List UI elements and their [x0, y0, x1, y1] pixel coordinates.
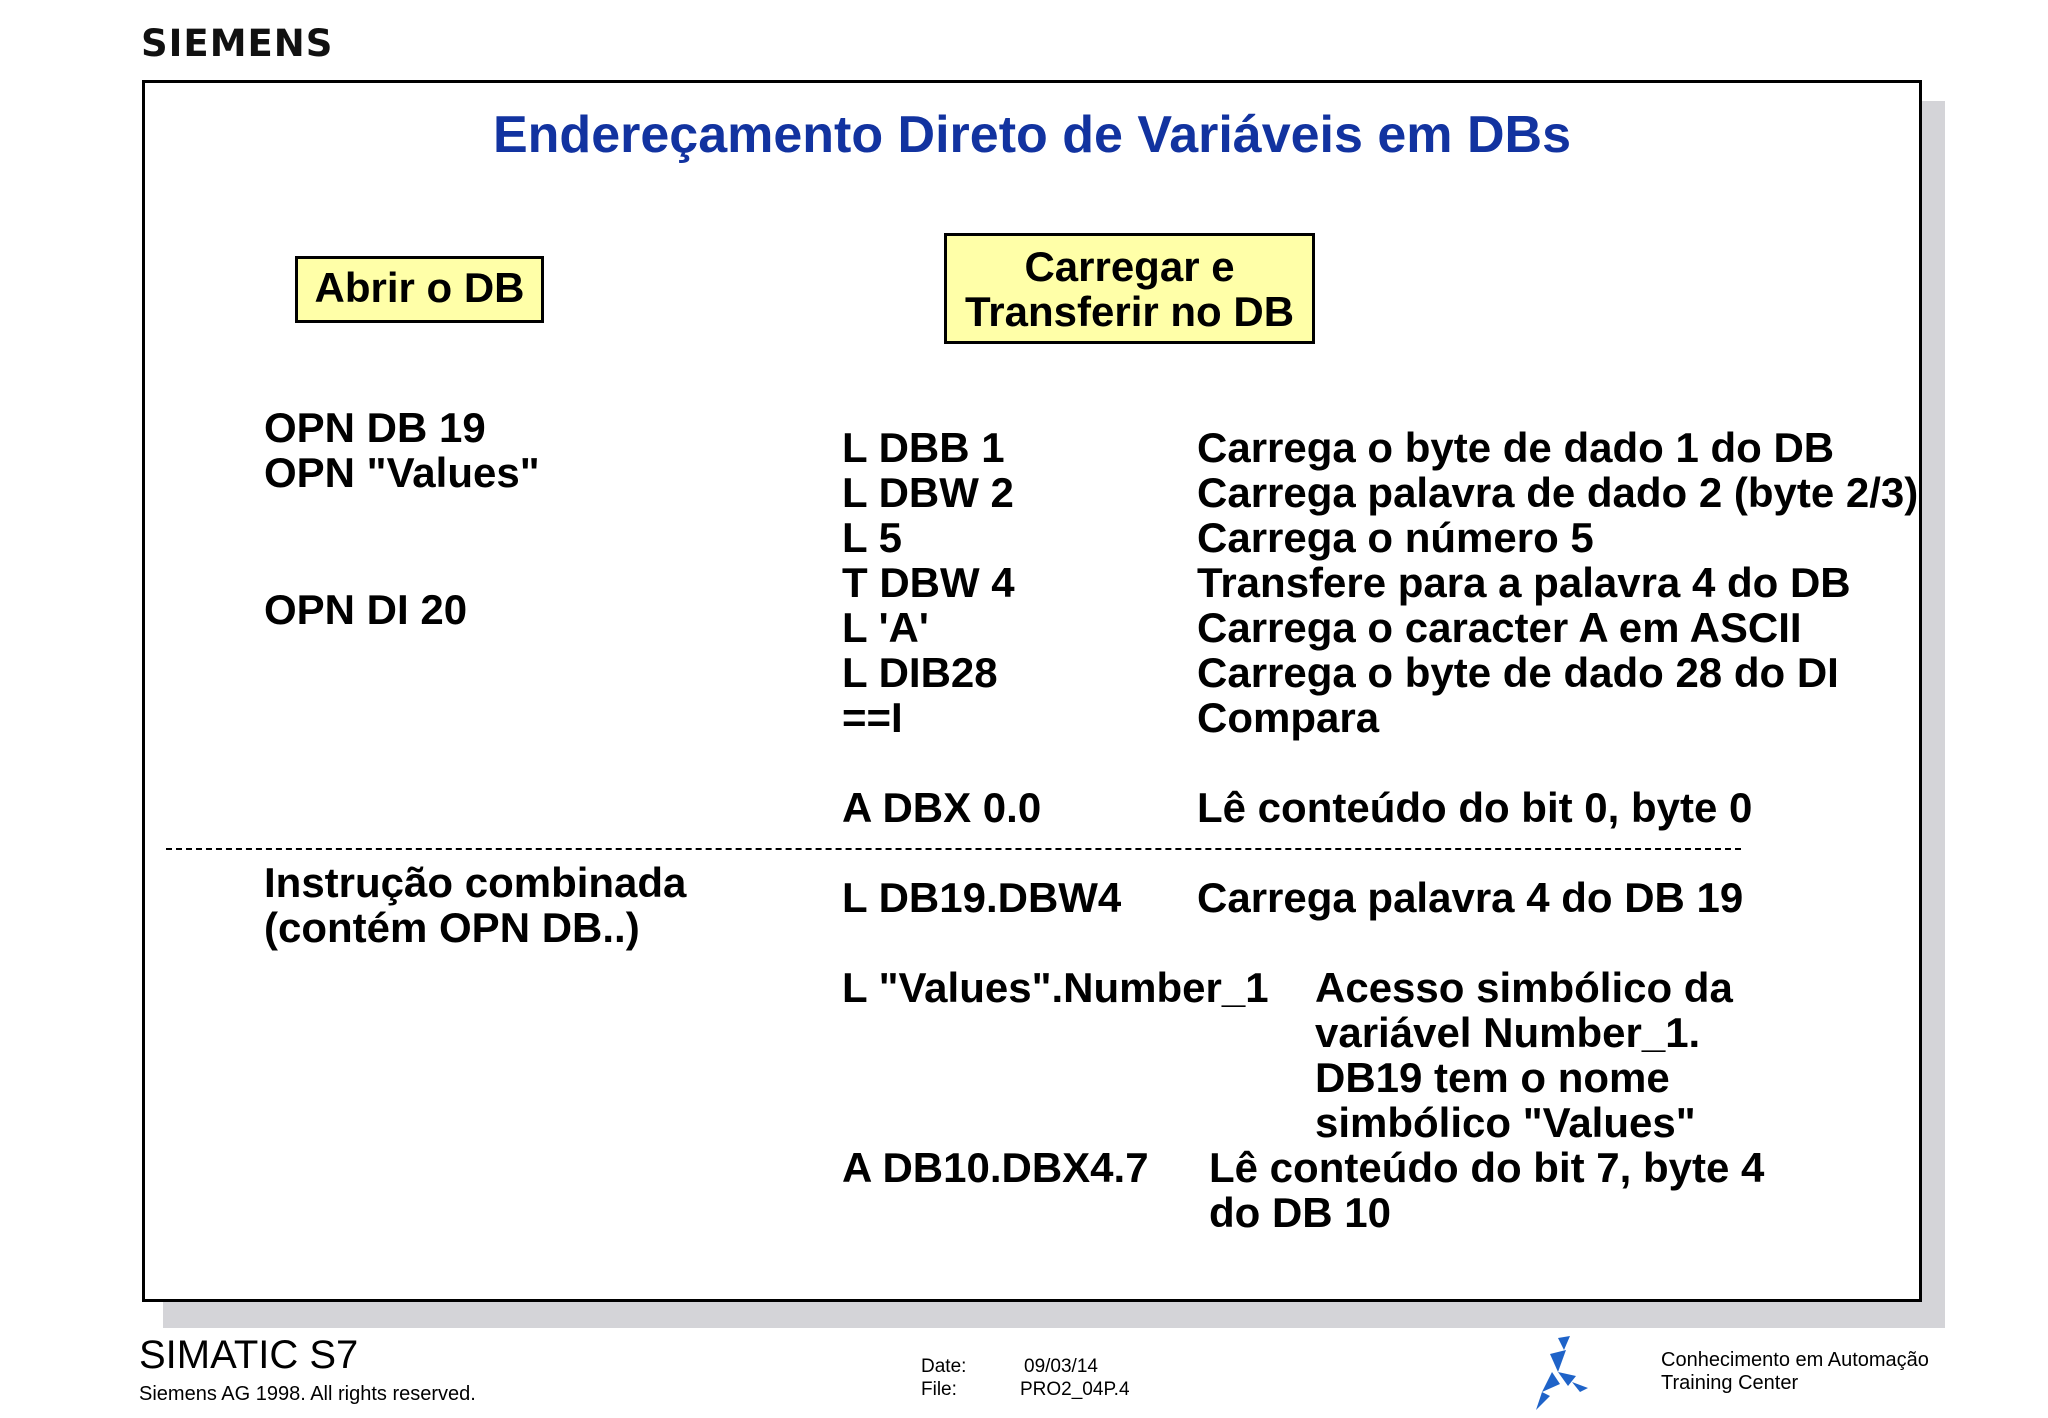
instruction-code: L 'A' — [842, 604, 929, 651]
siemens-logo: SIEMENS — [141, 22, 334, 65]
instruction-code: L DIB28 — [842, 649, 998, 696]
load-transfer-label-box — [944, 233, 1315, 344]
date-label: Date: — [921, 1356, 967, 1377]
file-label: File: — [921, 1379, 957, 1400]
bit-read-desc: Lê conteúdo do bit 0, byte 0 — [1197, 784, 1753, 831]
file-value: PRO2_04P.4 — [1020, 1379, 1130, 1400]
open-db-label: Abrir o DB — [314, 264, 525, 311]
date-value: 09/03/14 — [1024, 1356, 1098, 1377]
symbolic-desc-line: variável Number_1. — [1315, 1009, 1701, 1056]
db10-desc-line: Lê conteúdo do bit 7, byte 4 — [1209, 1144, 1765, 1191]
symbolic-desc-line: DB19 tem o nome — [1315, 1054, 1670, 1101]
instruction-code: L DBB 1 — [842, 424, 1005, 471]
instruction-desc: Compara — [1197, 694, 1380, 741]
instruction-desc: Carrega o byte de dado 28 do DI — [1197, 649, 1839, 696]
tc-line1: Conhecimento em Automação — [1661, 1349, 1929, 1371]
instruction-desc: Carrega palavra de dado 2 (byte 2/3) — [1197, 469, 1919, 516]
product-name: SIMATIC S7 — [139, 1333, 359, 1377]
instruction-code: T DBW 4 — [842, 559, 1015, 606]
combined-instruction-line1: Instrução combinada — [264, 859, 687, 906]
copyright: Siemens AG 1998. All rights reserved. — [139, 1383, 476, 1405]
opn-values: OPN "Values" — [264, 449, 540, 496]
opn-db-19: OPN DB 19 — [264, 404, 486, 451]
db10-code: A DB10.DBX4.7 — [842, 1144, 1149, 1191]
training-center-icon — [1528, 1332, 1592, 1417]
combined-instruction-line2: (contém OPN DB..) — [264, 904, 640, 951]
slide-frame — [142, 80, 1922, 1302]
bit-read-code: A DBX 0.0 — [842, 784, 1042, 831]
db10-desc-line: do DB 10 — [1209, 1189, 1392, 1236]
combined-code: L DB19.DBW4 — [842, 874, 1122, 921]
instruction-code: L DBW 2 — [842, 469, 1014, 516]
instruction-desc: Carrega o byte de dado 1 do DB — [1197, 424, 1835, 471]
instruction-desc: Carrega o número 5 — [1197, 514, 1594, 561]
open-db-label-box — [295, 256, 544, 323]
instruction-code: ==I — [842, 694, 903, 741]
load-transfer-label-line1: Carregar e — [1024, 243, 1235, 290]
tc-line2: Training Center — [1661, 1372, 1799, 1394]
dashed-divider — [166, 848, 1741, 850]
symbolic-desc-line: simbólico "Values" — [1315, 1099, 1696, 1146]
instruction-desc: Carrega o caracter A em ASCII — [1197, 604, 1802, 651]
combined-desc: Carrega palavra 4 do DB 19 — [1197, 874, 1744, 921]
load-transfer-label-line2: Transferir no DB — [964, 288, 1295, 335]
symbolic-code: L "Values".Number_1 — [842, 964, 1269, 1011]
symbolic-desc-line: Acesso simbólico da — [1315, 964, 1733, 1011]
training-center-text — [1661, 1349, 1929, 1395]
instruction-code: L 5 — [842, 514, 902, 561]
opn-di-20: OPN DI 20 — [264, 586, 468, 633]
instruction-desc: Transfere para a palavra 4 do DB — [1197, 559, 1851, 606]
slide-title: Endereçamento Direto de Variáveis em DBs — [492, 106, 1571, 164]
